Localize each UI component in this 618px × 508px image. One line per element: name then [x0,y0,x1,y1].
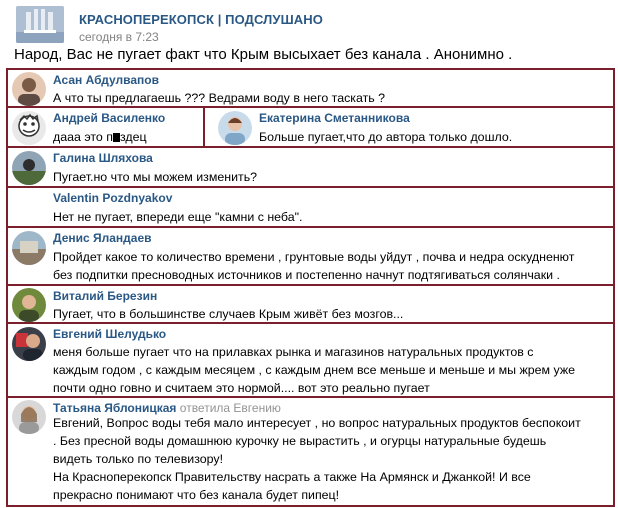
comment-author[interactable]: Асан Абдулвапов [53,73,159,87]
comment-text: меня больше пугает что на прилавках рынка и магазинов натуральных продуктов с [53,345,534,359]
comment-text: без подпитки пресноводных источников и постепенно начнут подтягиваться солянчаки . [53,268,560,282]
comment [6,186,615,228]
comment [6,68,615,108]
comment-text: каждым годом , с каждым месяцем , с каждым днем все меньше и меньше и мы жрем уже [53,363,576,377]
avatar[interactable] [12,400,46,434]
comment-text: На Красноперекопск Правительству насрать а также На Армянск и Джанкой! И все [53,470,531,484]
comment-author[interactable]: Галина Шляхова [53,151,153,165]
comment-author[interactable]: Екатерина Сметанникова [259,111,410,125]
avatar[interactable] [12,72,46,106]
post-text: Народ, Вас не пугает факт что Крым высыхает без канала . Анонимно . [14,46,513,63]
comment-text: Пройдет какое то количество времени , грунтовые воды уйдут , почва и недра оскудненют [53,250,575,264]
comment-text [53,128,147,147]
comment [6,396,615,507]
comment [6,226,615,286]
comment-text: видеть только по телевизору! [53,452,224,466]
comment-author[interactable]: Valentin Pozdnyakov [53,191,173,205]
comment-text: . Без пресной воды домашнюю курочку не вырастить , и огурцы натуральные будешь [53,434,547,448]
avatar[interactable] [218,111,252,145]
comment-author[interactable]: Виталий Березин [53,289,158,303]
reply-to[interactable]: ответила Евгению [179,401,281,415]
comment-text: Пугает.но что мы можем изменить? [53,170,258,184]
comment-text: Нет не пугает, впереди еще "камни с неба". [53,210,303,224]
post-date[interactable]: сегодня в 7:23 [79,30,159,44]
comment-author-name[interactable]: Татьяна Яблоницкая [53,401,177,415]
avatar[interactable] [12,288,46,322]
comment-text: прекрасно понимают что без канала будет пипец! [53,488,340,502]
avatar[interactable] [12,111,46,145]
comment-author [53,401,281,415]
group-avatar[interactable] [16,6,64,43]
comment-text-after: здец [119,130,147,144]
comment [6,322,615,398]
comment-text: Евгений, Вопрос воды тебя мало интересует , но вопрос натуральных продуктов беспокоит [53,416,581,430]
group-name[interactable]: КРАСНОПЕРЕКОПСК | ПОДСЛУШАНО [79,12,323,27]
comment-text-before: дааа это п [53,130,113,144]
comment-author[interactable]: Андрей Василенко [53,111,166,125]
comment-text: А что ты предлагаешь ??? Ведрами воду в него таскать ? [53,91,386,105]
avatar[interactable] [12,327,46,361]
post-header [0,0,618,68]
avatar[interactable] [12,231,46,265]
comment-text: Пугает, что в большинстве случаев Крым живёт без мозгов... [53,307,404,321]
censor-block [113,133,120,142]
comment-pair [6,106,615,148]
comment-author[interactable]: Евгений Шелудько [53,327,167,341]
comment [6,146,615,188]
divider [203,108,205,146]
comment [6,284,615,324]
avatar[interactable] [12,151,46,185]
comment-author[interactable]: Денис Яландаев [53,231,152,245]
comment-text: почти одно говно и считаем это нормой.... вот это реально пугает [53,381,430,395]
comment-text: Больше пугает,что до автора только дошло. [259,130,513,144]
